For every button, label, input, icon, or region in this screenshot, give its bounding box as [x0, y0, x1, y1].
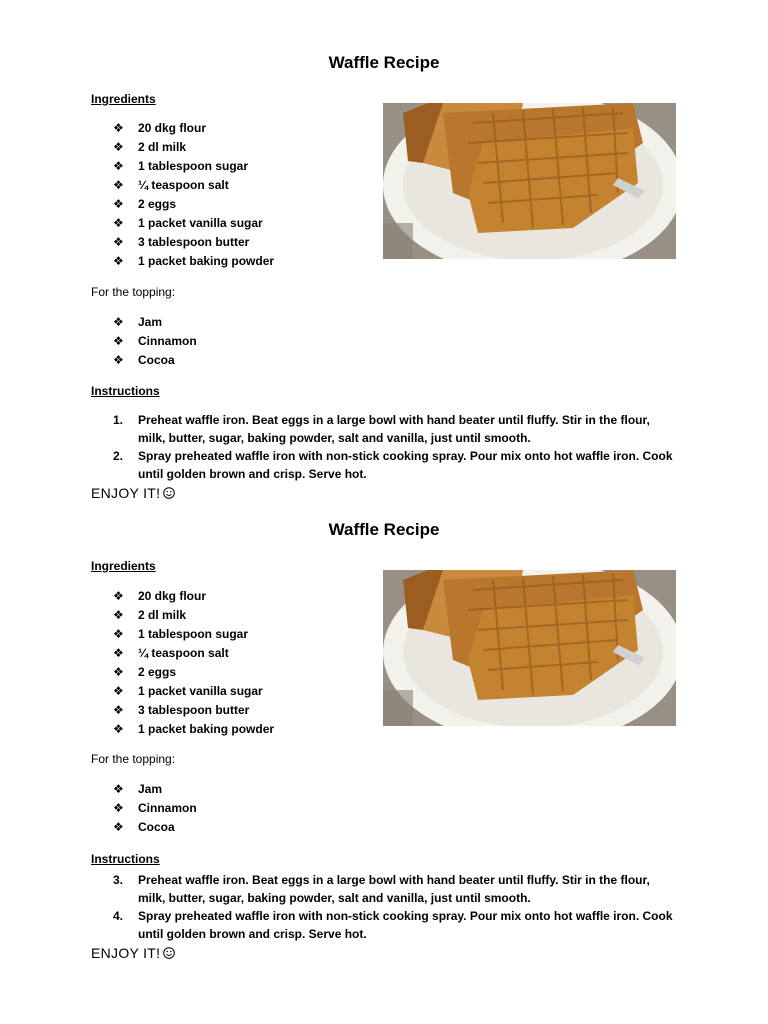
list-item: [113, 176, 274, 195]
list-item: [113, 332, 197, 351]
diamond-bullet-icon: ❖: [113, 801, 124, 815]
ingredient-text: 3 tablespoon butter: [138, 235, 250, 249]
step-text: Spray preheated waffle iron with non-stick cooking spray. Pour mix onto hot waffle iron. Cook until golden brown and crisp. Serve hot.: [138, 909, 673, 941]
list-item: [113, 625, 274, 644]
diamond-bullet-icon: ❖: [113, 178, 124, 192]
diamond-bullet-icon: ❖: [113, 608, 124, 622]
ingredient-text: 20 dkg flour: [138, 589, 207, 603]
step-number: 3.: [113, 873, 124, 887]
ingredient-text: ¼ teaspoon salt: [138, 178, 229, 192]
list-item: [113, 119, 274, 138]
recipe-title: Waffle Recipe: [328, 520, 440, 539]
list-item: [113, 799, 197, 818]
instructions-list: [113, 871, 673, 943]
list-item: [113, 818, 197, 837]
list-item: [113, 233, 274, 252]
diamond-bullet-icon: ❖: [113, 353, 124, 367]
ingredient-text: 1 tablespoon sugar: [138, 159, 249, 173]
list-item: [113, 701, 274, 720]
step-number: 2.: [113, 449, 124, 463]
ingredients-list: [113, 119, 274, 271]
topping-text: Cinnamon: [138, 334, 197, 348]
instructions-heading: Instructions: [91, 852, 160, 866]
closing-text: ENJOY IT!: [91, 485, 161, 501]
diamond-bullet-icon: ❖: [113, 216, 124, 230]
topping-list: [113, 313, 197, 370]
ingredient-text: ¼ teaspoon salt: [138, 646, 229, 660]
diamond-bullet-icon: ❖: [113, 665, 124, 679]
list-item: [113, 871, 673, 907]
topping-list: [113, 780, 197, 837]
diamond-bullet-icon: ❖: [113, 646, 124, 660]
list-item: [113, 587, 274, 606]
diamond-bullet-icon: ❖: [113, 627, 124, 641]
ingredient-text: 2 dl milk: [138, 140, 187, 154]
diamond-bullet-icon: ❖: [113, 159, 124, 173]
closing-line: [91, 484, 175, 502]
ingredient-text: 1 packet baking powder: [138, 254, 275, 268]
recipe-title: Waffle Recipe: [328, 53, 440, 72]
list-item: [113, 351, 197, 370]
list-item: [113, 214, 274, 233]
diamond-bullet-icon: ❖: [113, 684, 124, 698]
step-number: 1.: [113, 413, 124, 427]
list-item: [113, 720, 274, 739]
topping-text: Cocoa: [138, 353, 175, 367]
ingredients-heading: Ingredients: [91, 559, 156, 573]
waffle-photo-image: [383, 103, 676, 259]
ingredient-text: 2 dl milk: [138, 608, 187, 622]
list-item: [113, 682, 274, 701]
step-text: Spray preheated waffle iron with non-stick cooking spray. Pour mix onto hot waffle iron. Cook until golden brown and crisp. Serve hot.: [138, 449, 673, 481]
list-item: [113, 447, 673, 483]
waffle-photo: [383, 570, 676, 726]
closing-line: [91, 944, 175, 962]
smiley-icon: [163, 487, 175, 499]
ingredient-text: 2 eggs: [138, 665, 177, 679]
diamond-bullet-icon: ❖: [113, 254, 124, 268]
ingredient-text: 1 packet vanilla sugar: [138, 684, 263, 698]
closing-text: ENJOY IT!: [91, 945, 161, 961]
ingredient-text: 1 packet baking powder: [138, 722, 275, 736]
ingredient-text: 20 dkg flour: [138, 121, 207, 135]
list-item: [113, 606, 274, 625]
diamond-bullet-icon: ❖: [113, 235, 124, 249]
diamond-bullet-icon: ❖: [113, 782, 124, 796]
list-item: [113, 411, 673, 447]
topping-text: Cocoa: [138, 820, 175, 834]
topping-heading: For the topping:: [91, 752, 176, 766]
diamond-bullet-icon: ❖: [113, 197, 124, 211]
ingredients-list: [113, 587, 274, 739]
list-item: [113, 195, 274, 214]
smiley-icon: [163, 947, 175, 959]
diamond-bullet-icon: ❖: [113, 820, 124, 834]
diamond-bullet-icon: ❖: [113, 315, 124, 329]
list-item: [113, 780, 197, 799]
ingredient-text: 3 tablespoon butter: [138, 703, 250, 717]
list-item: [113, 252, 274, 271]
waffle-photo: [383, 103, 676, 259]
topping-text: Jam: [138, 782, 163, 796]
diamond-bullet-icon: ❖: [113, 140, 124, 154]
ingredient-text: 2 eggs: [138, 197, 177, 211]
list-item: [113, 313, 197, 332]
topping-text: Jam: [138, 315, 163, 329]
diamond-bullet-icon: ❖: [113, 589, 124, 603]
ingredient-text: 1 tablespoon sugar: [138, 627, 249, 641]
list-item: [113, 157, 274, 176]
step-text: Preheat waffle iron. Beat eggs in a large bowl with hand beater until fluffy. Stir in the flour, milk, butter, sugar, baking powder, salt and vanilla, just until smooth.: [138, 413, 650, 445]
waffle-photo-image: [383, 570, 676, 726]
diamond-bullet-icon: ❖: [113, 722, 124, 736]
list-item: [113, 663, 274, 682]
diamond-bullet-icon: ❖: [113, 703, 124, 717]
topping-text: Cinnamon: [138, 801, 197, 815]
ingredients-heading: Ingredients: [91, 92, 156, 106]
step-number: 4.: [113, 909, 124, 923]
instructions-heading: Instructions: [91, 384, 160, 398]
step-text: Preheat waffle iron. Beat eggs in a large bowl with hand beater until fluffy. Stir in the flour, milk, butter, sugar, baking powder, salt and vanilla, just until smooth.: [138, 873, 650, 905]
diamond-bullet-icon: ❖: [113, 121, 124, 135]
list-item: [113, 138, 274, 157]
diamond-bullet-icon: ❖: [113, 334, 124, 348]
list-item: [113, 907, 673, 943]
instructions-list: [113, 411, 673, 483]
list-item: [113, 644, 274, 663]
topping-heading: For the topping:: [91, 285, 176, 299]
ingredient-text: 1 packet vanilla sugar: [138, 216, 263, 230]
